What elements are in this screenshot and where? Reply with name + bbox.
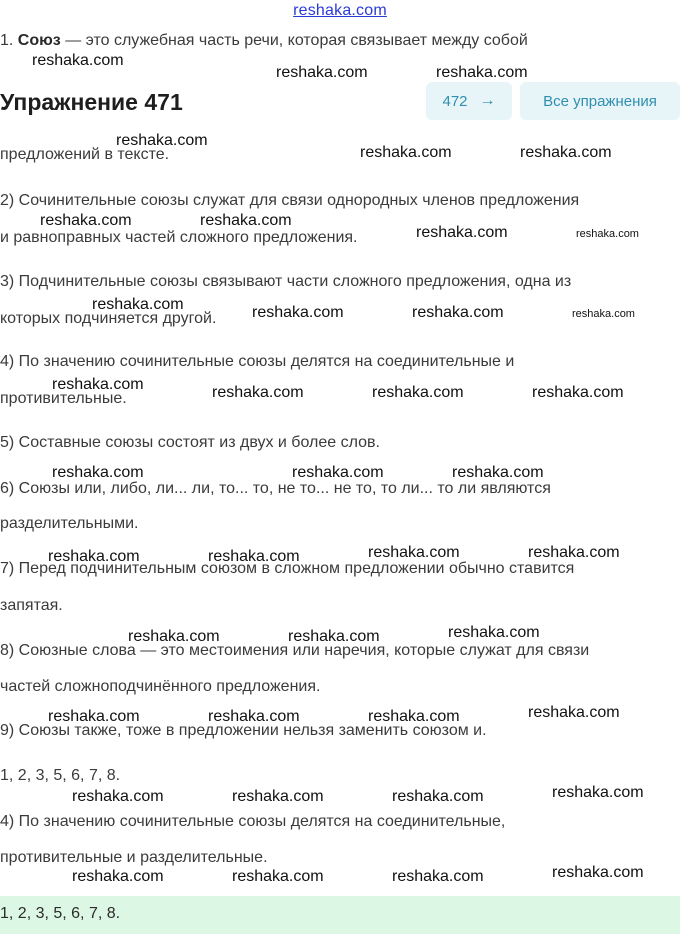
watermark: reshaka.com (552, 864, 644, 881)
watermark: reshaka.com (416, 224, 508, 241)
next-exercise-button[interactable] (426, 82, 512, 120)
watermark: reshaka.com (520, 144, 612, 161)
paragraph-9: 9) Союзы также, тоже в предложении нельзя заменить союзом и. (0, 722, 487, 739)
watermark: reshaka.com (208, 548, 300, 565)
watermark: reshaka.com (48, 548, 140, 565)
watermark: reshaka.com (368, 544, 460, 561)
watermark: reshaka.com (252, 304, 344, 321)
watermark: reshaka.com (436, 64, 528, 81)
watermark: reshaka.com (372, 384, 464, 401)
watermark: reshaka.com (392, 868, 484, 885)
paragraph-5: 5) Составные союзы состоят из двух и более слов. (0, 434, 380, 451)
exercise-title: Упражнение 471 (0, 89, 183, 115)
watermark: reshaka.com (528, 704, 620, 721)
watermark: reshaka.com (276, 64, 368, 81)
paragraph-1-number: 1. (0, 32, 14, 49)
site-link[interactable]: reshaka.com (293, 2, 387, 19)
watermark: reshaka.com (232, 788, 324, 805)
watermark: reshaka.com (200, 212, 292, 229)
paragraph-1-tail: предложений в тексте. (0, 146, 170, 163)
watermark: reshaka.com (392, 788, 484, 805)
watermark: reshaka.com (72, 788, 164, 805)
watermark: reshaka.com (208, 708, 300, 725)
watermark: reshaka.com (92, 296, 184, 313)
watermark: reshaka.com (116, 132, 208, 149)
watermark: reshaka.com (448, 624, 540, 641)
paragraph-1 (0, 31, 528, 51)
watermark: reshaka.com (52, 464, 144, 481)
watermark: reshaka.com (412, 304, 504, 321)
watermark: reshaka.com (128, 628, 220, 645)
watermark: reshaka.com (52, 376, 144, 393)
paragraph-2-line-1: 2) Сочинительные союзы служат для связи однородных членов предложения (0, 192, 580, 209)
watermark: reshaka.com (368, 708, 460, 725)
watermark: reshaka.com (212, 384, 304, 401)
watermark: reshaka.com (48, 708, 140, 725)
watermark: reshaka.com (360, 144, 452, 161)
corrected-4-line-2: противительные и разделительные. (0, 849, 268, 866)
paragraph-8-line-2: частей сложноподчинённого предложения. (0, 678, 321, 695)
watermark: reshaka.com (576, 228, 639, 240)
term-soyuz: Союз (17, 32, 61, 49)
paragraph-7-line-1: 7) Перед подчинительным союзом в сложном предложении обычно ставится (0, 560, 575, 577)
result-list: 1, 2, 3, 5, 6, 7, 8. (0, 767, 121, 784)
all-exercises-button[interactable] (520, 82, 680, 120)
paragraph-1-text: — это служебная часть речи, которая связывает между собой (60, 32, 528, 49)
paragraph-6-line-1: 6) Союзы или, либо, ли... ли, то... то, не то... не то, то ли... то ли являются (0, 480, 551, 497)
paragraph-2-line-2: и равноправных частей сложного предложения. (0, 229, 358, 246)
watermark: reshaka.com (40, 212, 132, 229)
watermark: reshaka.com (452, 464, 544, 481)
corrected-4-line-1: 4) По значению сочинительные союзы делятся на соединительные, (0, 813, 506, 830)
paragraph-4-line-2: противительные. (0, 390, 127, 407)
watermark: reshaka.com (32, 52, 124, 69)
watermark: reshaka.com (552, 784, 644, 801)
arrow-right-icon: → (479, 92, 496, 109)
watermark: reshaka.com (532, 384, 624, 401)
paragraph-8-line-1: 8) Союзные слова — это местоимения или наречия, которые служат для связи (0, 642, 590, 659)
paragraph-4-line-1: 4) По значению сочинительные союзы делятся на соединительные и (0, 353, 515, 370)
paragraph-6-line-2: разделительными. (0, 515, 139, 532)
paragraph-3-line-1: 3) Подчинительные союзы связывают части сложного предложения, одна из (0, 273, 572, 290)
paragraph-7-line-2: запятая. (0, 597, 63, 614)
all-exercises-label: Все упражнения (543, 92, 657, 110)
watermark: reshaka.com (232, 868, 324, 885)
watermark: reshaka.com (572, 308, 635, 320)
next-exercise-label: 472 (442, 92, 468, 110)
answer-text: 1, 2, 3, 5, 6, 7, 8. (0, 905, 121, 922)
watermark: reshaka.com (72, 868, 164, 885)
paragraph-3-line-2: которых подчиняется другой. (0, 310, 217, 327)
watermark: reshaka.com (288, 628, 380, 645)
watermark: reshaka.com (292, 464, 384, 481)
watermark: reshaka.com (528, 544, 620, 561)
